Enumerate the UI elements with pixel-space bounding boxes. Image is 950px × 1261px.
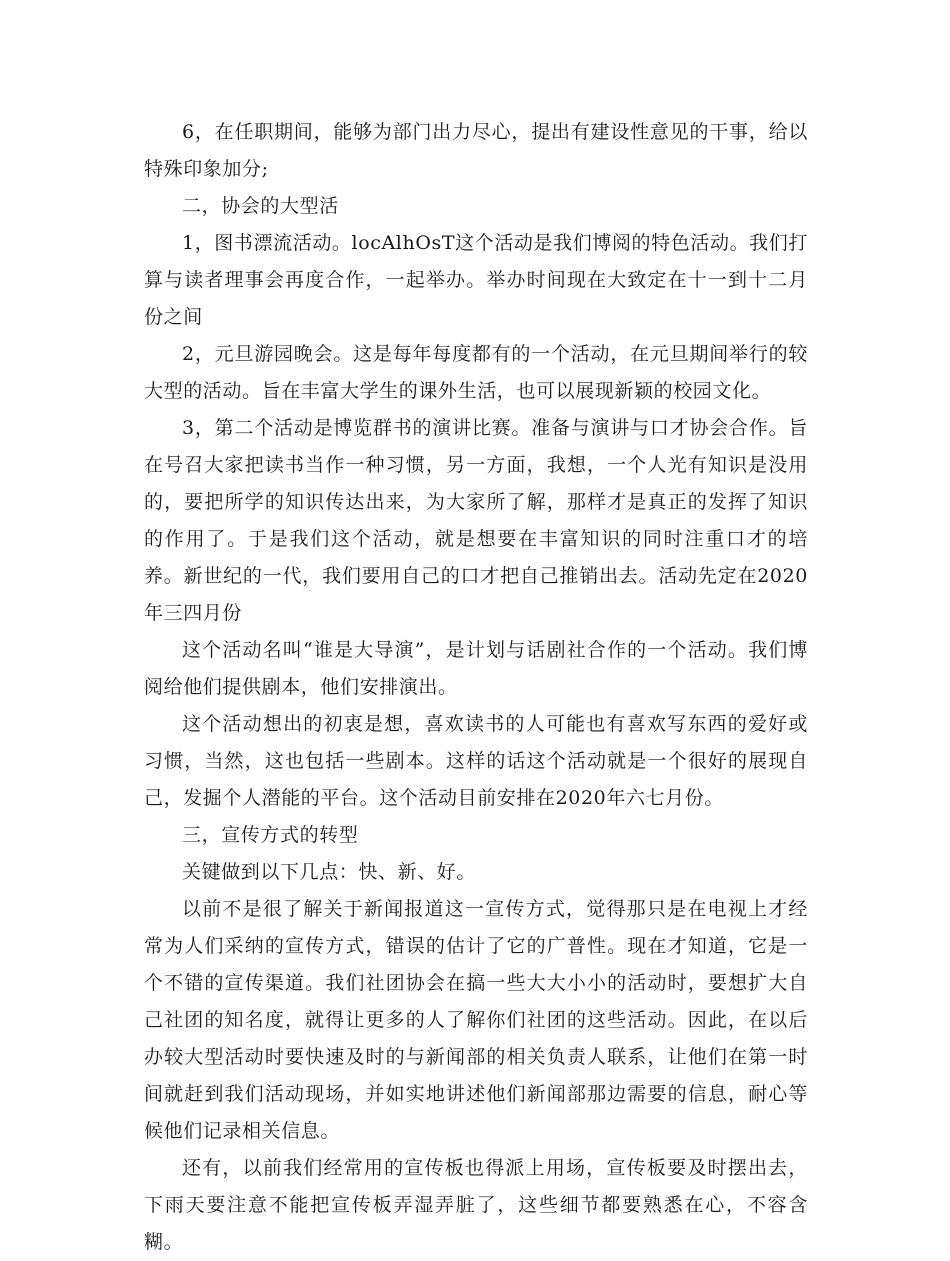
paragraph-new-year-party: 2，元旦游园晚会。这是每年每度都有的一个活动，在元旦期间举行的较大型的活动。旨在丰富大学生的课外生活，也可以展现新颖的校园文化。 xyxy=(144,343,808,402)
paragraph-activity-purpose: 这个活动想出的初衷是想，喜欢读书的人可能也有喜欢写东西的爱好或习惯，当然，这也包括一些剧本。这样的话这个活动就是一个很好的展现自己，发掘个人潜能的平台。这个活动目前安排在2020年六七月份。 xyxy=(144,713,808,809)
paragraph-publicity-board: 还有，以前我们经常用的宣传板也得派上用场，宣传板要及时摆出去，下雨天要注意不能把宣传板弄湿弄脏了，这些细节都要熟悉在心，不容含糊。 xyxy=(144,1157,808,1253)
paragraph-key-points: 关键做到以下几点：快、新、好。 xyxy=(182,861,477,883)
paragraph-book-drift: 1，图书漂流活动。locAlhOsT这个活动是我们博阅的特色活动。我们打算与读者理事会再度合作，一起举办。举办时间现在大致定在十一到十二月份之间 xyxy=(144,232,808,328)
paragraph-news-reporting: 以前不是很了解关于新闻报道这一宣传方式，觉得那只是在电视上才经常为人们采纳的宣传方式，错误的估计了它的广普性。现在才知道，它是一个不错的宣传渠道。我们社团协会在搞一些大大小小的活动时，要想扩大自己社团的知名度，就得让更多的人了解你们社团的这些活动。因此，在以后办较大型活动时要快速及时的与新闻部的相关负责人联系，让他们在第一时间就赶到我们活动现场，并如实地讲述他们新闻部那边需要的信息，耐心等候他们记录相关信息。 xyxy=(144,898,808,1142)
paragraph-1: 6，在任职期间，能够为部门出力尽心，提出有建设性意见的干事，给以特殊印象加分; xyxy=(144,121,808,180)
section-heading-3: 三，宣传方式的转型 xyxy=(182,824,359,846)
section-heading-2: 二，协会的大型活 xyxy=(182,195,339,217)
document-body xyxy=(144,114,808,1261)
paragraph-speech-contest: 3，第二个活动是博览群书的演讲比赛。准备与演讲与口才协会合作。旨在号召大家把读书当作一种习惯，另一方面，我想，一个人光有知识是没用的，要把所学的知识传达出来，为大家所了解，那样才是真正的发挥了知识的作用了。于是我们这个活动，就是想要在丰富知识的同时注重口才的培养。新世纪的一代，我们要用自己的口才把自己推销出去。活动先定在2020年三四月份 xyxy=(144,417,808,624)
paragraph-director-activity: 这个活动名叫“谁是大导演”，是计划与话剧社合作的一个活动。我们博阅给他们提供剧本，他们安排演出。 xyxy=(144,639,808,698)
